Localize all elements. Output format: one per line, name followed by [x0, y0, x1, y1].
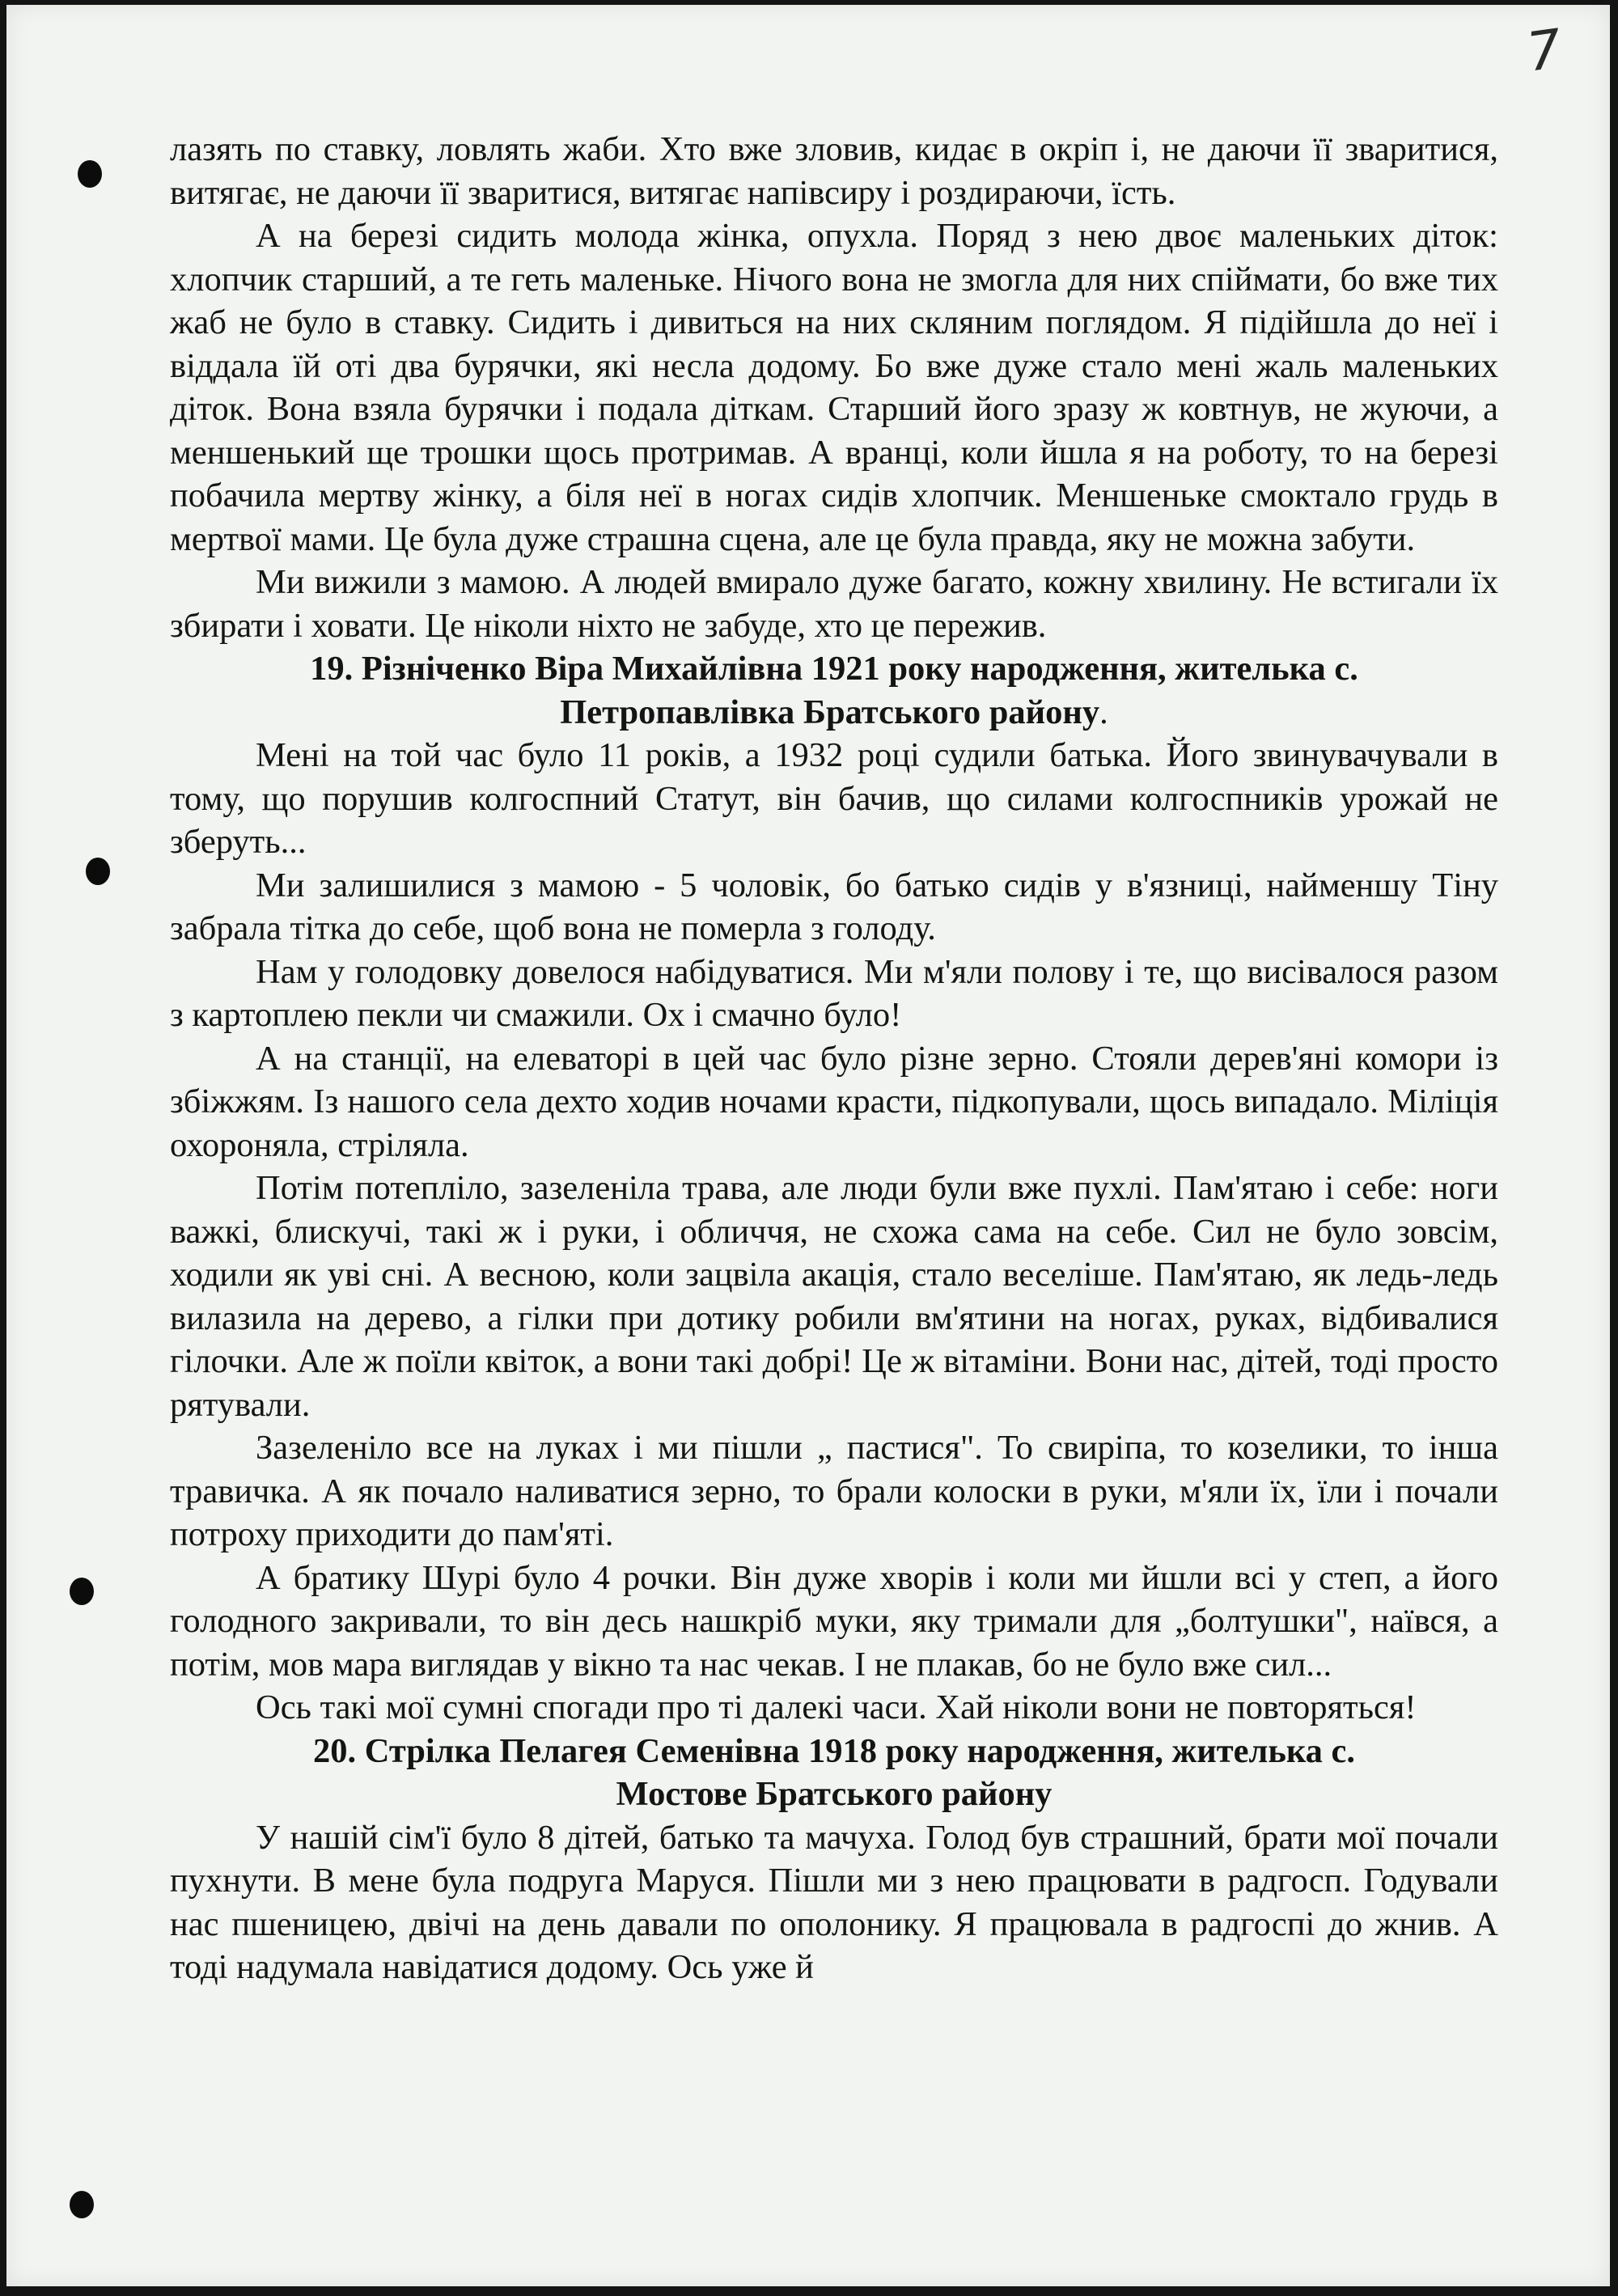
section-heading-19 [170, 647, 1498, 734]
punch-hole [86, 858, 110, 885]
heading-line: Мостове Братського району [616, 1775, 1053, 1813]
paragraph: Ось такі мої сумні спогади про ті далекі часи. Хай ніколи вони не повторяться! [256, 1688, 1417, 1726]
paragraph: Потім потепліло, зазеленіла трава, але люди були вже пухлі. Пам'ятаю і себе: ноги важкі, блискучі, такі ж і руки, і обличчя, не схожа сама на себе. Сил не було зовсім, ходили як уві сні. А весною, коли зацвіла акація, стало веселіше. Пам'ятаю, як ледь-ледь вилазила на дерево, а гілки при дотику робили вм'ятини на ногах, руках, відбивалися гілочки. Але ж поїли квіток, а вони такі добрі! Це ж вітаміни. Вони нас, дітей, тоді просто рятували. [170, 1169, 1498, 1424]
punch-hole [78, 160, 102, 188]
document-body [170, 128, 1498, 1989]
section-heading-20 [170, 1730, 1498, 1816]
heading-line: 19. Різніченко Віра Михайлівна 1921 року народження, жителька с. [310, 650, 1358, 688]
paragraph: А на березі сидить молода жінка, опухла. Поряд з нею двоє маленьких діток: хлопчик старший, а те геть маленьке. Нічого вона не змогла для них спіймати, бо вже тих жаб не було в ставку. Сидить і дивиться на них скляним поглядом. Я підійшла до неї і віддала їй оті два бурячки, які несла додому. Бо вже дуже стало мені жаль маленьких діток. Вона взяла бурячки і подала діткам. Старший його зразу ж ковтнув, не жуючи, а меншенький ще трошки щось протримав. А вранці, коли йшла я на роботу, то на березі побачила мертву жінку, а біля неї в ногах сидів хлопчик. Меншеньке смоктало грудь в мертвої мами. Це була дуже страшна сцена, але це була правда, яку не можна забути. [170, 217, 1498, 558]
paragraph: Ми вижили з мамою. А людей вмирало дуже багато, кожну хвилину. Не встигали їх збирати і ховати. Це ніколи ніхто не забуде, хто це пережив. [170, 563, 1498, 645]
paragraph: Нам у голодовку довелося набідуватися. Ми м'яли полову і те, що висівалося разом з картоплею пекли чи смажили. Ох і смачно було! [170, 952, 1498, 1034]
punch-hole [70, 1578, 94, 1605]
paragraph: Мені на той час було 11 років, а 1932 році судили батька. Його звинувачували в тому, що порушив колгоспний Статут, він бачив, що силами колгоспників урожай не зберуть... [170, 736, 1498, 861]
paragraph: Зазеленіло все на луках і ми пішли „ пастися". То свиріпа, то козелики, то інша травичка. А як почало наливатися зерно, то брали колоски в руки, м'яли їх, їли і почали потроху приходити до пам'яті. [170, 1429, 1498, 1553]
paragraph: А на станції, на елеваторі в цей час було різне зерно. Стояли дерев'яні комори із збіжжям. Із нашого села дехто ходив ночами красти, підкопували, щось випадало. Міліція охороняла, стріляла. [170, 1039, 1498, 1164]
paragraph: Ми залишилися з мамою - 5 чоловік, бо батько сидів у в'язниці, найменшу Тіну забрала тітка до себе, щоб вона не померла з голоду. [170, 866, 1498, 947]
heading-line: 20. Стрілка Пелагея Семенівна 1918 року народження, жителька с. [312, 1731, 1356, 1770]
page-number: 7 [1523, 17, 1566, 84]
paragraph: лазять по ставку, ловлять жаби. Хто вже зловив, кидає в окріп і, не даючи її зваритися, витягає, не даючи її зваритися, витягає напівсиру і роздираючи, їсть. [170, 130, 1498, 212]
paragraph: У нашій сім'ї було 8 дітей, батько та мачуха. Голод був страшний, брати мої почали пухнути. В мене була подруга Маруся. Пішли ми з нею працювати в радгосп. Годували нас пшеницею, двічі на день давали по ополонику. Я працювала в радгоспі до жнив. А тоді надумала навідатися додому. Ось уже й [170, 1818, 1498, 1986]
paragraph: А братику Шурі було 4 рочки. Він дуже хворів і коли ми йшли всі у степ, а його голодного закривали, то він десь нашкріб муки, яку тримали для „болтушки", наївся, а потім, мов мара виглядав у вікно та нас чекав. І не плакав, бо не було вже сил... [170, 1558, 1498, 1684]
heading-line: Петропавлівка Братського району. [560, 693, 1108, 731]
punch-hole [70, 2191, 94, 2218]
